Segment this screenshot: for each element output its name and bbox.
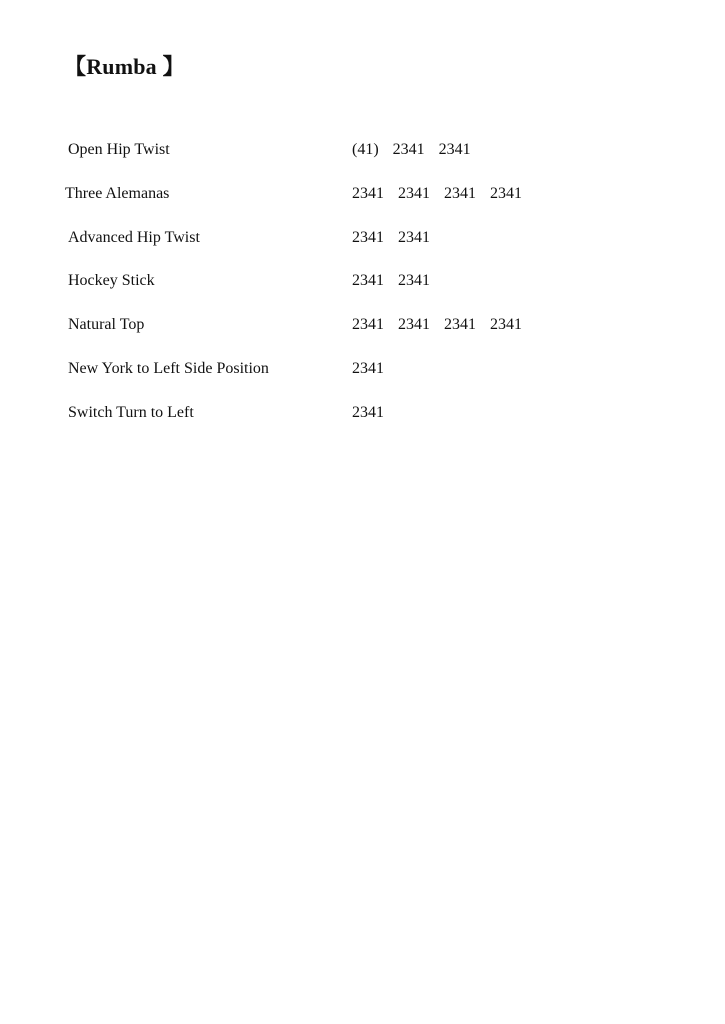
count-value: 2341 bbox=[438, 141, 471, 158]
figure-row-switch-turn-to-left bbox=[0, 404, 725, 448]
count-value: 2341 bbox=[398, 272, 430, 290]
figure-counts bbox=[352, 272, 430, 290]
count-value: 2341 bbox=[352, 316, 384, 334]
figure-row-new-york-to-left-side-position bbox=[0, 360, 725, 404]
figure-name: New York to Left Side Position bbox=[68, 359, 269, 377]
figure-counts bbox=[352, 360, 384, 378]
count-value: 2341 bbox=[398, 184, 430, 202]
count-value: 2341 bbox=[490, 316, 522, 334]
count-value: 2341 bbox=[398, 316, 430, 334]
figure-counts bbox=[352, 404, 384, 422]
count-value: 2341 bbox=[490, 184, 522, 202]
count-value: 2341 bbox=[444, 184, 476, 202]
figure-counts bbox=[352, 316, 522, 334]
figure-row-three-alemanas bbox=[0, 185, 725, 229]
count-value: 2341 bbox=[352, 228, 384, 246]
count-value: (41) bbox=[352, 141, 379, 158]
figure-name: Open Hip Twist bbox=[68, 141, 170, 158]
figure-counts bbox=[352, 141, 471, 159]
figure-counts bbox=[352, 229, 430, 247]
figure-name: Natural Top bbox=[68, 316, 145, 334]
figure-row-open-hip-twist bbox=[0, 141, 725, 185]
count-value: 2341 bbox=[392, 141, 425, 158]
count-value: 2341 bbox=[352, 184, 384, 202]
count-value: 2341 bbox=[444, 316, 476, 334]
figure-name: Three Alemanas bbox=[65, 184, 170, 202]
figure-row-advanced-hip-twist bbox=[0, 229, 725, 273]
count-value: 2341 bbox=[352, 272, 384, 290]
count-value: 2341 bbox=[352, 403, 384, 421]
figure-counts bbox=[352, 185, 522, 203]
figure-name: Advanced Hip Twist bbox=[68, 228, 200, 246]
count-value: 2341 bbox=[352, 359, 384, 377]
figure-name: Switch Turn to Left bbox=[68, 403, 194, 421]
figure-row-natural-top bbox=[0, 316, 725, 360]
count-value: 2341 bbox=[398, 228, 430, 246]
figure-row-hockey-stick bbox=[0, 272, 725, 316]
page-title: 【Rumba 】 bbox=[64, 54, 185, 79]
figure-list bbox=[0, 141, 725, 448]
figure-name: Hockey Stick bbox=[68, 272, 155, 290]
